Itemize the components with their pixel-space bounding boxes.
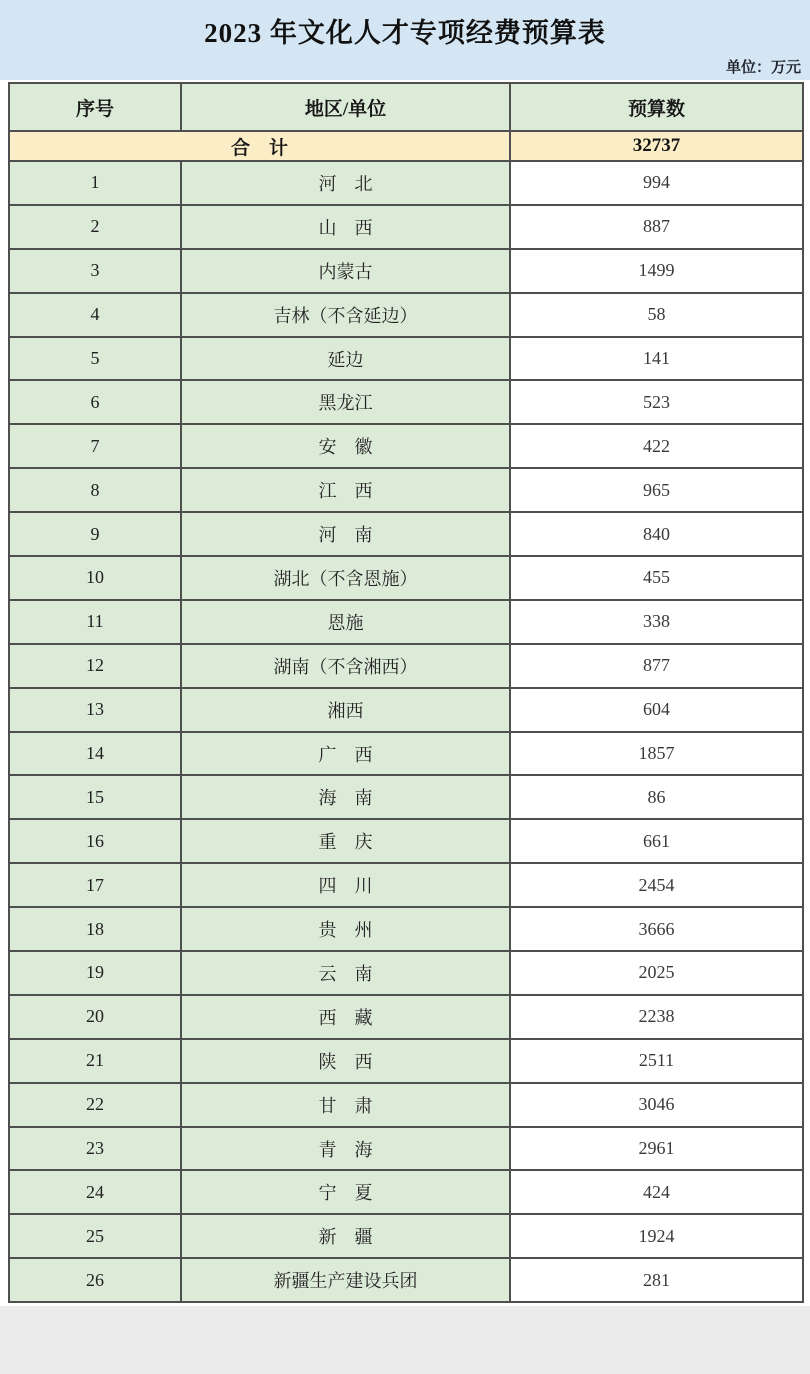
page-title: 2023 年文化人才专项经费预算表 xyxy=(204,18,606,48)
table-row xyxy=(9,951,803,995)
table-row xyxy=(9,600,803,644)
row-no-cell: 4 xyxy=(9,293,181,337)
row-region-cell: 河 北 xyxy=(181,161,510,205)
table-row xyxy=(9,205,803,249)
row-no-cell: 26 xyxy=(9,1258,181,1302)
row-region-cell: 甘 肃 xyxy=(181,1083,510,1127)
row-budget-cell: 1924 xyxy=(510,1214,803,1258)
row-region-cell: 四 川 xyxy=(181,863,510,907)
table-row xyxy=(9,293,803,337)
table-row xyxy=(9,907,803,951)
table-row xyxy=(9,556,803,600)
table-row xyxy=(9,863,803,907)
table-row xyxy=(9,380,803,424)
row-region-cell: 新 疆 xyxy=(181,1214,510,1258)
row-budget-cell: 281 xyxy=(510,1258,803,1302)
row-budget-cell: 2961 xyxy=(510,1127,803,1171)
row-no-cell: 6 xyxy=(9,380,181,424)
table-row xyxy=(9,1083,803,1127)
row-no-cell: 15 xyxy=(9,775,181,819)
total-label-cell: 合 计 xyxy=(9,131,510,161)
table-row xyxy=(9,161,803,205)
row-region-cell: 青 海 xyxy=(181,1127,510,1171)
row-region-cell: 河 南 xyxy=(181,512,510,556)
row-no-cell: 7 xyxy=(9,424,181,468)
row-region-cell: 云 南 xyxy=(181,951,510,995)
table-row xyxy=(9,688,803,732)
bottom-strip xyxy=(0,1306,810,1374)
table-row xyxy=(9,1170,803,1214)
row-budget-cell: 86 xyxy=(510,775,803,819)
total-value-cell: 32737 xyxy=(510,131,803,161)
table-row xyxy=(9,424,803,468)
row-region-cell: 黑龙江 xyxy=(181,380,510,424)
total-row xyxy=(9,131,803,161)
row-region-cell: 陕 西 xyxy=(181,1039,510,1083)
table-row xyxy=(9,995,803,1039)
col-header-budget: 预算数 xyxy=(510,83,803,131)
row-no-cell: 25 xyxy=(9,1214,181,1258)
row-no-cell: 9 xyxy=(9,512,181,556)
row-budget-cell: 3046 xyxy=(510,1083,803,1127)
title-band xyxy=(0,0,810,80)
row-region-cell: 延边 xyxy=(181,337,510,381)
row-budget-cell: 965 xyxy=(510,468,803,512)
table-row xyxy=(9,1214,803,1258)
row-no-cell: 17 xyxy=(9,863,181,907)
row-no-cell: 21 xyxy=(9,1039,181,1083)
row-region-cell: 江 西 xyxy=(181,468,510,512)
row-no-cell: 1 xyxy=(9,161,181,205)
table-row xyxy=(9,775,803,819)
row-no-cell: 2 xyxy=(9,205,181,249)
col-header-region: 地区/单位 xyxy=(181,83,510,131)
header-row xyxy=(9,83,803,131)
row-budget-cell: 840 xyxy=(510,512,803,556)
row-region-cell: 宁 夏 xyxy=(181,1170,510,1214)
table-row xyxy=(9,512,803,556)
table-row xyxy=(9,732,803,776)
table-row xyxy=(9,1258,803,1302)
row-region-cell: 恩施 xyxy=(181,600,510,644)
row-region-cell: 广 西 xyxy=(181,732,510,776)
row-no-cell: 12 xyxy=(9,644,181,688)
row-no-cell: 13 xyxy=(9,688,181,732)
row-region-cell: 海 南 xyxy=(181,775,510,819)
row-no-cell: 20 xyxy=(9,995,181,1039)
row-no-cell: 5 xyxy=(9,337,181,381)
row-budget-cell: 1499 xyxy=(510,249,803,293)
row-budget-cell: 1857 xyxy=(510,732,803,776)
row-budget-cell: 661 xyxy=(510,819,803,863)
row-region-cell: 重 庆 xyxy=(181,819,510,863)
row-budget-cell: 424 xyxy=(510,1170,803,1214)
row-budget-cell: 2238 xyxy=(510,995,803,1039)
table-row xyxy=(9,337,803,381)
unit-note: 单位：万元 xyxy=(725,60,801,76)
row-region-cell: 西 藏 xyxy=(181,995,510,1039)
table-row xyxy=(9,1039,803,1083)
row-budget-cell: 455 xyxy=(510,556,803,600)
row-budget-cell: 141 xyxy=(510,337,803,381)
row-no-cell: 14 xyxy=(9,732,181,776)
table-row xyxy=(9,819,803,863)
row-no-cell: 8 xyxy=(9,468,181,512)
row-no-cell: 10 xyxy=(9,556,181,600)
row-budget-cell: 3666 xyxy=(510,907,803,951)
row-budget-cell: 523 xyxy=(510,380,803,424)
row-region-cell: 湘西 xyxy=(181,688,510,732)
table-row xyxy=(9,644,803,688)
budget-table xyxy=(8,82,804,1303)
row-region-cell: 内蒙古 xyxy=(181,249,510,293)
row-no-cell: 11 xyxy=(9,600,181,644)
row-budget-cell: 604 xyxy=(510,688,803,732)
row-region-cell: 湖南（不含湘西） xyxy=(181,644,510,688)
table-row xyxy=(9,468,803,512)
table-row xyxy=(9,249,803,293)
row-budget-cell: 338 xyxy=(510,600,803,644)
row-budget-cell: 2025 xyxy=(510,951,803,995)
row-region-cell: 安 徽 xyxy=(181,424,510,468)
row-budget-cell: 422 xyxy=(510,424,803,468)
row-no-cell: 19 xyxy=(9,951,181,995)
row-no-cell: 23 xyxy=(9,1127,181,1171)
row-no-cell: 18 xyxy=(9,907,181,951)
row-budget-cell: 887 xyxy=(510,205,803,249)
row-budget-cell: 2454 xyxy=(510,863,803,907)
row-region-cell: 吉林（不含延边） xyxy=(181,293,510,337)
row-no-cell: 16 xyxy=(9,819,181,863)
row-no-cell: 24 xyxy=(9,1170,181,1214)
row-region-cell: 贵 州 xyxy=(181,907,510,951)
col-header-no: 序号 xyxy=(9,83,181,131)
row-no-cell: 3 xyxy=(9,249,181,293)
row-budget-cell: 994 xyxy=(510,161,803,205)
row-budget-cell: 58 xyxy=(510,293,803,337)
row-budget-cell: 2511 xyxy=(510,1039,803,1083)
table-body xyxy=(9,131,803,1302)
row-budget-cell: 877 xyxy=(510,644,803,688)
row-no-cell: 22 xyxy=(9,1083,181,1127)
row-region-cell: 山 西 xyxy=(181,205,510,249)
row-region-cell: 新疆生产建设兵团 xyxy=(181,1258,510,1302)
table-row xyxy=(9,1127,803,1171)
row-region-cell: 湖北（不含恩施） xyxy=(181,556,510,600)
